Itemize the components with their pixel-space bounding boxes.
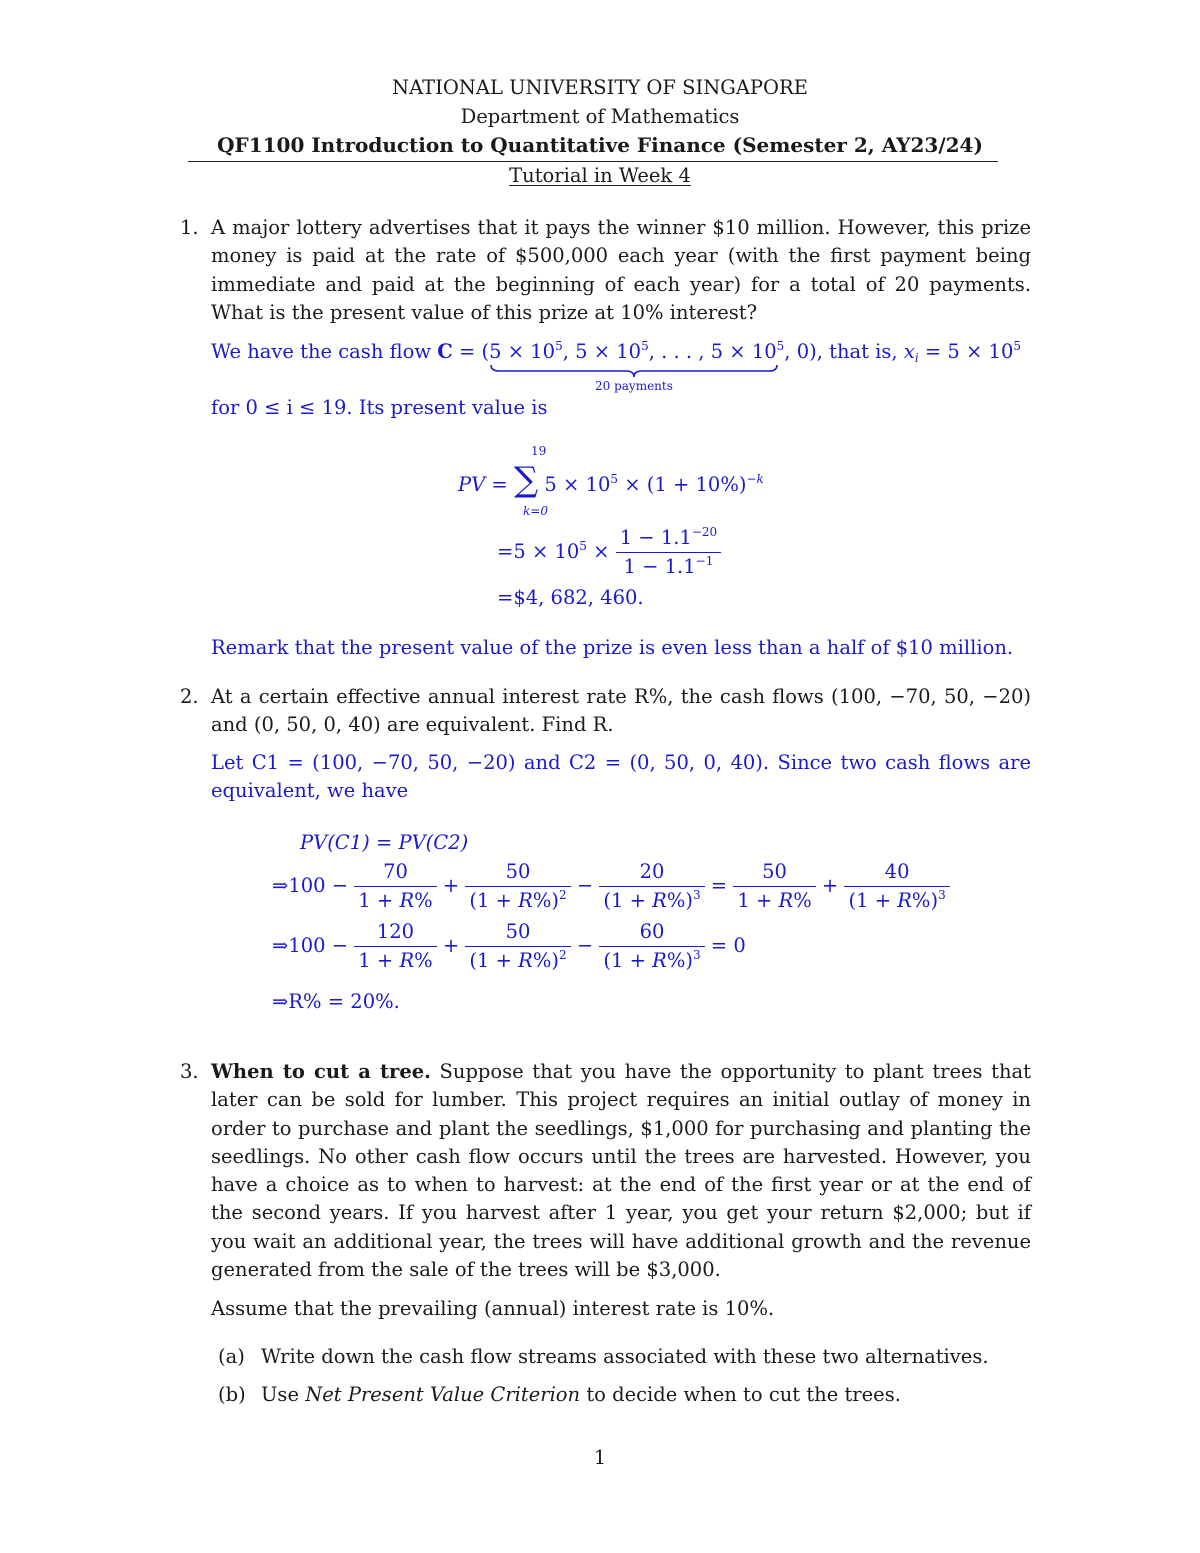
q1-pv-sum: PV = ∑ $5 \times 10^5 \times (1 + 10\%)^{-k}$ [458,460,764,500]
q1-pv-result: =$4, 682, 460. [497,586,644,609]
q1-brace-label: 20 payments [595,379,673,393]
q1-remark: Remark that the present value of the prize is even less than a half of $10 million. [211,636,1014,659]
q2-text: At a certain effective annual interest rate R%, the cash flows (100, −70, 50, −20) and (0, 50, 0, 40) are equivalent. Find R. [211,685,1031,737]
tutorial-title: Tutorial in Week 4 [509,164,691,187]
q1-that-is: , that is, [816,340,898,363]
q1-cashflow-line: We have the cash flow $C = (5 \times 10^5$, $5 \times 10^5$, . . . , $5 \times 10^5$ , 0), that is, $x_i = 5 \times 10^5$ [211,338,1021,366]
q2-result: ⇒R% = 20%. [272,990,400,1013]
q3-paragraph [211,1058,1031,1284]
q3b-text [261,1381,901,1409]
q2-solution: Let C1 = (100, −70, 50, −20) and C2 = (0, 50, 0, 40). Since two cash flows are equivalent, we have [211,751,1031,803]
page-number: 1 [593,1446,607,1469]
q3a-text: Write down the cash flow streams associated with these two alternatives. [261,1345,989,1368]
department-name: Department of Mathematics [460,104,740,128]
q3-assumption: Assume that the prevailing (annual) interest rate is 10%. [211,1297,775,1320]
q3b-label: (b) [218,1383,246,1406]
sum-lower-limit: k=0 [523,504,548,518]
underbrace-icon [489,364,779,378]
q1-range: for 0 ≤ i ≤ 19. Its present value is [211,396,548,419]
q1-pv-formula: $=5 \times 10^5$ × $\frac{1 - 1.1^{-20}}{1 - 1.1^{-1}}$ [497,524,721,581]
q1-number: 1. [180,216,199,239]
q3-text: Suppose that you have the opportunity to plant trees that later can be sold for lumber. This project requires an initial outlay of money in order to purchase and plant the seedlings, $1,000 for purchasing and planting the seedlings. No other cash flow occurs until the trees are harvested. However, you have a choice as to when to harvest: at the end of the first year or at the end of the second years. If you harvest after 1 year, you get your return $2,000; but if you wait an additional year, the trees will have additional growth and the revenue generated from the sale of the trees will be $3,000. [211,1060,1031,1282]
q2-equation-line2: ⇒100 − $\frac{70}{1 + R\%}$ + $\frac{50}{(1 + R\%)^2}$ − $\frac{20}{(1 + R\%)^3}$ = $\frac{50}{1 + R\%}$ + $\frac{40}{(1 + R\%)^3}$ [272,858,950,915]
document-header [0,74,1200,160]
q1-braced-payments: $5 \times 10^5$, $5 \times 10^5$, . . . , $5 \times 10^5$ [489,338,784,366]
q3b-pre: Use [261,1383,299,1406]
course-title: QF1100 Introduction to Quantitative Finance (Semester 2, AY23/24) [217,133,983,157]
q1-solution-lead: We have the cash flow [211,340,432,363]
tutorial-title-line [0,162,1200,189]
q3-title: When to cut a tree. [211,1060,431,1083]
q2-equation-line3: ⇒100 − $\frac{120}{1 + R\%}$ + $\frac{50}{(1 + R\%)^2}$ − $\frac{60}{(1 + R\%)^3}$ = 0 [272,918,746,975]
q3-number: 3. [180,1060,199,1083]
q3b-criterion: Net Present Value Criterion [305,1383,581,1406]
q3a-label: (a) [218,1345,245,1368]
q3b-post: to decide when to cut the trees. [586,1383,901,1406]
sum-upper-limit: 19 [531,444,547,458]
q2-equation-line1: PV(C1) = PV(C2) [300,831,469,854]
university-name: NATIONAL UNIVERSITY OF SINGAPORE [392,76,808,99]
q1-text: A major lottery advertises that it pays the winner $10 million. However, this prize money is paid at the rate of $500,000 each year (with the first payment being immediate and paid at the beginning of each year) for a total of 20 payments. What is the present value of this prize at 10% interest? [211,216,1031,324]
q2-number: 2. [180,685,199,708]
